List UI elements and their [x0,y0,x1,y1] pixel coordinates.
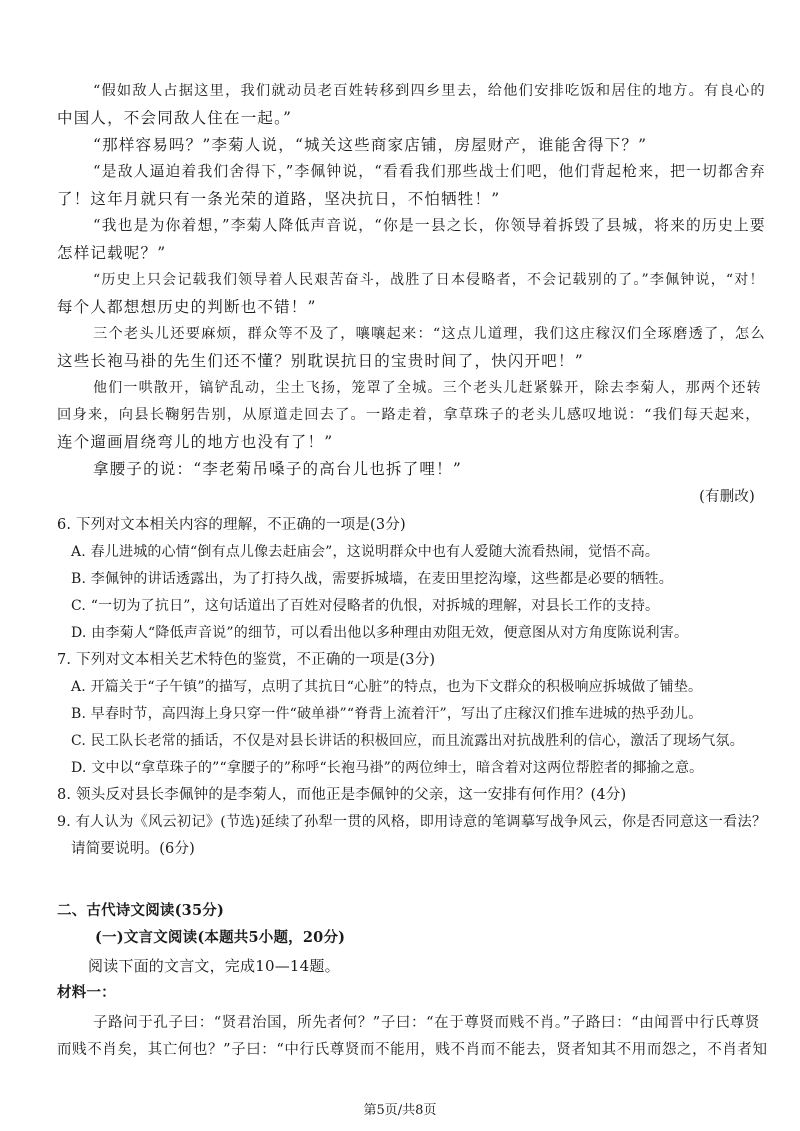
passage-line: “那样容易吗？”李菊人说，“城关这些商家店铺，房屋财产，谁能舍得下？” [93,136,648,154]
option: D. 由李菊人“降低声音说”的细节，可以看出他以多种理由劝阻无效，便意图从对方角度陈说利害。 [71,625,689,641]
source-note: (有删改) [699,489,755,505]
option: C. “一切为了抗日”，这句话道出了百姓对侵略者的仇恨，对拆城的理解，对县长工作的支持。 [71,598,660,614]
passage-line: “假如敌人占据这里，我们就动员老百姓转移到四乡里去，给他们安排吃饭和居住的地方。有良心的 [93,83,766,99]
passage-line: “我也是为你着想，”李菊人降低声音说，“你是一县之长，你领导着拆毁了县城，将来的历史上要 [93,217,766,234]
passage-line: “是敌人逼迫着我们舍得下，”李佩钟说，“看看我们那些战士们吧，他们背起枪来，把一切都舍弃 [93,163,766,180]
question-7: 7. 下列对文本相关艺术特色的鉴赏，不正确的一项是(3分) [57,652,436,668]
passage-line: 了！这年月就只有一条光荣的道路，坚决抗日，不怕牺牲！” [57,190,501,208]
passage-line: 每个人都想想历史的判断也不错！” [57,298,317,316]
passage-line: 三个老头儿还要麻烦，群众等不及了，嚷嚷起来：“这点儿道理，我们这庄稼汉们全琢磨透了，怎么 [93,326,766,342]
passage-line: 回身来，向县长鞠躬告别，从原道走回去了。一路走着，拿草珠子的老头儿感叹地说：“我们每天起来， [57,407,761,423]
option: D. 文中以“拿草珠子的”“拿腰子的”称呼“长袍马褂”的两位绅士，暗含着对这两位帮腔者的揶揄之意。 [71,760,704,776]
question-9-cont: 请简要说明。(6分) [71,841,196,857]
option: B. 李佩钟的讲话透露出，为了打持久战，需要拆城墙，在麦田里挖沟壕，这些都是必要的牺牲。 [71,571,673,587]
material-label: 材料一： [57,984,116,1001]
passage-line: 拿腰子的说：“李老菊吊嗓子的高台儿也拆了哩！” [93,460,462,478]
passage-line: 中国人，不会同敌人住在一起。” [57,109,293,127]
passage-line: 他们一哄散开，镐铲乱动，尘土飞扬，笼罩了全城。三个老头儿赶紧躲开，除去李菊人，那两个还转 [93,380,762,396]
classical-text-line: 子路问于孔子曰：“贤君治国，所先者何？”子曰：“在于尊贤而贱不肖。”子路曰：“由闻晋中行氏尊贤 [93,1015,761,1031]
option: C. 民工队长老常的插话，不仅是对县长讲话的积极回应，而且流露出对抗战胜利的信心，激活了现场气氛。 [71,733,744,749]
classical-text-line: 而贱不肖矣，其亡何也？”子曰：“中行氏尊贤而不能用，贱不肖而不能去，贤者知其不用而怨之，不肖者知 [57,1042,768,1058]
option: A. 春儿进城的心情“倒有点儿像去赶庙会”，这说明群众中也有人爱随大流看热闹，觉悟不高。 [71,544,660,560]
page-number: 第5页/共8页 [363,1103,437,1118]
option: B. 早春时节，高四海上身只穿一件“破单褂”“脊背上流着汗”，写出了庄稼汉们推车进城的热乎劲儿。 [71,706,703,722]
subsection-title: (一)文言文阅读(本题共5小题，20分) [95,929,346,946]
instruction: 阅读下面的文言文，完成10—14题。 [88,957,340,975]
option: A. 开篇关于“子午镇”的描写，点明了其抗日“心脏”的特点，也为下文群众的积极响应拆城做了铺垫。 [71,679,703,695]
section-title: 二、古代诗文阅读(35分) [57,902,224,919]
question-8: 8. 领头反对县长李佩钟的是李菊人，而他正是李佩钟的父亲，这一安排有何作用？(4分) [57,787,627,803]
passage-line: “历史上只会记载我们领导着人民艰苦奋斗，战胜了日本侵略者，不会记载别的了。”李佩钟说，“对！ [93,272,765,288]
passage-line: 连个遛画眉绕弯儿的地方也没有了！” [57,433,334,451]
question-6: 6. 下列对文本相关内容的理解，不正确的一项是(3分) [57,517,406,533]
question-9: 9. 有人认为《风云初记》(节选)延续了孙犁一贯的风格，即用诗意的笔调摹写战争风云，你是否同意这一看法？ [57,814,767,830]
passage-line: 怎样记载呢？” [57,244,167,262]
passage-line: 这些长袍马褂的先生们还不懂？别耽误抗日的宝贵时间了，快闪开吧！” [57,352,584,370]
